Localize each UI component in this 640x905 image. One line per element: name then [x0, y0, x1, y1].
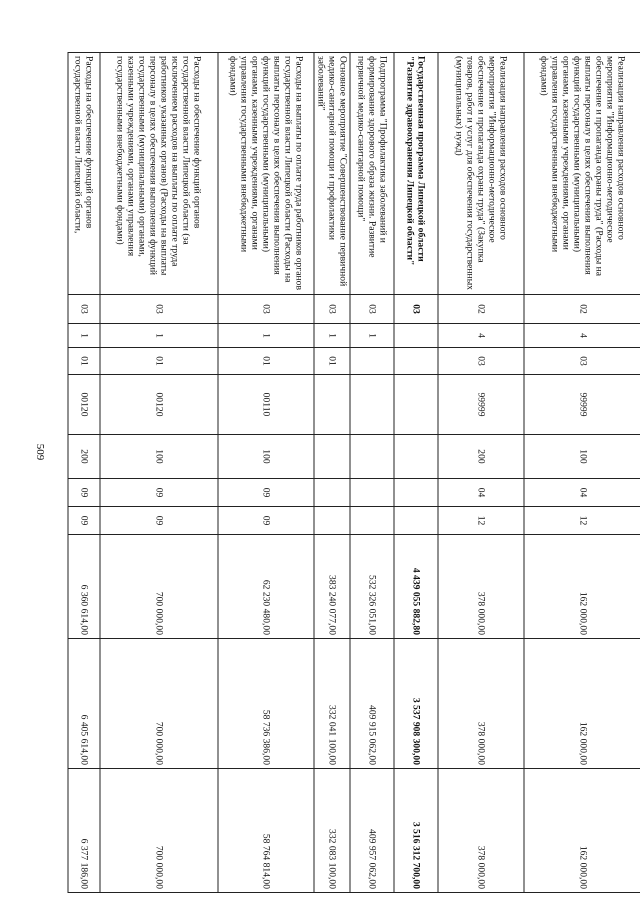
code-subsection: [350, 507, 394, 535]
amount-year-1: 162 000,00: [524, 535, 640, 639]
code-subprogram: 1: [314, 324, 350, 348]
code-subsection: 09: [218, 507, 314, 535]
code-section: [314, 479, 350, 507]
code-activity: 03: [438, 348, 524, 375]
code-direction: [394, 375, 438, 435]
code-direction: [314, 375, 350, 435]
code-section: 04: [438, 479, 524, 507]
amount-year-2: 162 000,00: [524, 639, 640, 769]
amount-year-1: 62 230 480,00: [218, 535, 314, 639]
code-expense-type: 200: [68, 435, 100, 479]
rotated-table-page: [68, 52, 640, 892]
amount-year-1: 532 326 051,00: [350, 535, 394, 639]
table-row: [100, 53, 218, 893]
code-program: 02: [438, 295, 524, 324]
code-direction: 99999: [524, 375, 640, 435]
amount-year-2: 332 041 100,00: [314, 639, 350, 769]
amount-year-1: 383 240 077,00: [314, 535, 350, 639]
code-program: 03: [68, 295, 100, 324]
row-name: Реализация направления расходов основного мероприятия "Информационно-методическое обеспечение и пропаганда охраны труда" (Закупка товаров, работ и услуг для обеспечения государственных (муниципальных) нужд): [438, 53, 524, 295]
row-name: Государственная программа Липецкой области "Развитие здравоохранения Липецкой области": [394, 53, 438, 295]
code-subprogram: 4: [438, 324, 524, 348]
code-subsection: 09: [68, 507, 100, 535]
row-name: Расходы на обеспечение функций органов государственной власти Липецкой области (за исключением расходов на выплаты по оплате труда работников указанных органов) (Расходы на выплаты персоналу в целях обеспечения выполнения функций государственными (муниципальными) органами, казенными учреждениями, органами управления государственными внебюджетными фондами): [100, 53, 218, 295]
code-activity: [350, 348, 394, 375]
amount-year-2: 409 915 062,00: [350, 639, 394, 769]
code-subsection: [394, 507, 438, 535]
row-name: Расходы на обеспечение функций органов государственной власти Липецкой области,: [68, 53, 100, 295]
code-program: 03: [350, 295, 394, 324]
table-row: [350, 53, 394, 893]
page-number: 509: [34, 443, 46, 461]
code-program: 03: [314, 295, 350, 324]
code-program: 03: [394, 295, 438, 324]
amount-year-3: 409 957 062,00: [350, 769, 394, 893]
budget-table: [68, 52, 640, 893]
code-section: [350, 479, 394, 507]
amount-year-1: 6 360 614,00: [68, 535, 100, 639]
code-activity: 01: [218, 348, 314, 375]
amount-year-2: 58 736 386,00: [218, 639, 314, 769]
code-activity: 01: [68, 348, 100, 375]
code-activity: [394, 348, 438, 375]
code-direction: 00120: [100, 375, 218, 435]
code-activity: 01: [314, 348, 350, 375]
row-name: Реализация направления расходов основного мероприятия "Информационно-методическое обеспечение и пропаганда охраны труда" (Расходы на выплаты персоналу в целях обеспечения выполнения функций государственными (муниципальными) органами, казенными учреждениями, органами управления государственными внебюджетными фондами): [524, 53, 640, 295]
code-subprogram: 1: [218, 324, 314, 348]
code-section: 09: [68, 479, 100, 507]
amount-year-3: 378 000,00: [438, 769, 524, 893]
amount-year-1: 700 000,00: [100, 535, 218, 639]
code-subsection: 12: [524, 507, 640, 535]
code-subprogram: 1: [100, 324, 218, 348]
code-expense-type: 100: [218, 435, 314, 479]
code-expense-type: 200: [438, 435, 524, 479]
code-expense-type: [350, 435, 394, 479]
amount-year-2: 3 537 908 300,00: [394, 639, 438, 769]
amount-year-3: 332 083 100,00: [314, 769, 350, 893]
row-name: Расходы на выплаты по оплате труда работников органов государственной власти Липецкой области (Расходы на выплаты персоналу в целях обеспечения выполнения функций государственными (муниципальными) органами, казенными учреждениями, органами управления государственными внебюджетными фондами): [218, 53, 314, 295]
code-direction: [350, 375, 394, 435]
table-row: [394, 53, 438, 893]
code-section: 09: [218, 479, 314, 507]
code-subsection: 12: [438, 507, 524, 535]
code-activity: 03: [524, 348, 640, 375]
code-program: 02: [524, 295, 640, 324]
code-subsection: 09: [100, 507, 218, 535]
table-row: [218, 53, 314, 893]
table-row: [524, 53, 640, 893]
row-name: Подпрограмма "Профилактика заболеваний и формирование здорового образа жизни. Развитие первичной медико-санитарной помощи": [350, 53, 394, 295]
amount-year-3: 162 000,00: [524, 769, 640, 893]
code-expense-type: 100: [524, 435, 640, 479]
code-expense-type: [314, 435, 350, 479]
amount-year-3: 3 516 312 700,00: [394, 769, 438, 893]
code-expense-type: [394, 435, 438, 479]
table-row: [68, 53, 100, 893]
code-program: 03: [100, 295, 218, 324]
amount-year-3: 58 764 814,00: [218, 769, 314, 893]
code-subprogram: 1: [68, 324, 100, 348]
code-subsection: [314, 507, 350, 535]
row-name: Основное мероприятие "Совершенствование первичной медико-санитарной помощи и профилактики заболеваний": [314, 53, 350, 295]
amount-year-2: 378 000,00: [438, 639, 524, 769]
amount-year-3: 6 377 186,00: [68, 769, 100, 893]
amount-year-1: 4 439 055 882,80: [394, 535, 438, 639]
code-section: 09: [100, 479, 218, 507]
code-expense-type: 100: [100, 435, 218, 479]
code-activity: 01: [100, 348, 218, 375]
code-subprogram: [394, 324, 438, 348]
code-subprogram: 1: [350, 324, 394, 348]
code-direction: 99999: [438, 375, 524, 435]
code-direction: 00120: [68, 375, 100, 435]
amount-year-3: 700 000,00: [100, 769, 218, 893]
code-program: 03: [218, 295, 314, 324]
table-row: [438, 53, 524, 893]
table-row: [314, 53, 350, 893]
code-section: 04: [524, 479, 640, 507]
code-direction: 00110: [218, 375, 314, 435]
code-section: [394, 479, 438, 507]
amount-year-1: 378 000,00: [438, 535, 524, 639]
amount-year-2: 700 000,00: [100, 639, 218, 769]
code-subprogram: 4: [524, 324, 640, 348]
amount-year-2: 6 405 614,00: [68, 639, 100, 769]
